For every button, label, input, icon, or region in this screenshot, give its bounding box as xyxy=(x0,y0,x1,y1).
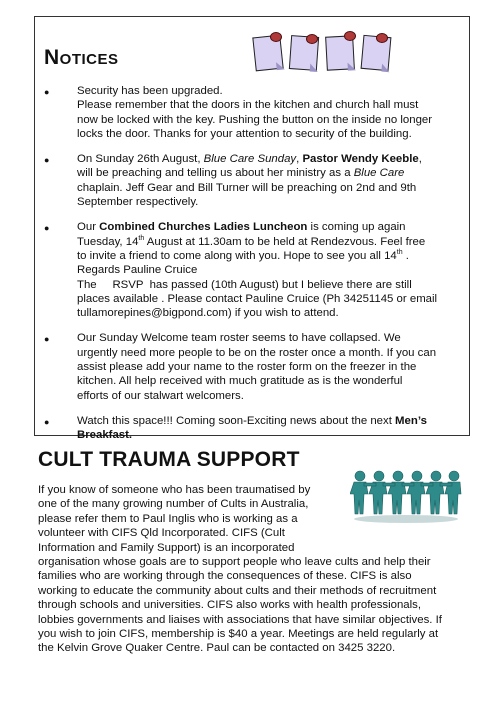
notice-line: to invite a friend to come along with you. Hope to see you all 14th . xyxy=(77,249,409,262)
bullet-icon: ● xyxy=(44,87,50,97)
cult-trauma-support-title: CULT TRAUMA SUPPORT xyxy=(38,448,300,471)
body-line: If you know of someone who has been traumatised by xyxy=(38,484,311,496)
notice-line: Our Sunday Welcome team roster seems to have collapsed. We xyxy=(77,332,401,345)
notice-mens-breakfast xyxy=(42,414,462,443)
notice-line: Breakfast. xyxy=(77,429,133,442)
notice-list xyxy=(42,84,462,454)
pin-icon xyxy=(376,33,388,43)
body-line: one of the many growing number of Cults in Australia, xyxy=(38,498,309,511)
notices-title: Notices xyxy=(44,46,119,69)
pin-icon xyxy=(270,32,282,42)
notice-line: Tuesday, 14th August at 11.30am to be held at Rendezvous. Feel free xyxy=(77,234,426,248)
body-line: the Kelvin Grove Quaker Centre. Paul can be contacted on 3425 3220. xyxy=(38,642,396,655)
notice-line: assist please add your name to the roster form on the freezer in the xyxy=(77,361,417,374)
notice-line: September respectively. xyxy=(77,196,199,209)
body-line: through schools and universities. CIFS also works with health professionals, xyxy=(38,599,422,612)
pin-icon xyxy=(306,34,318,44)
bullet-icon: ● xyxy=(44,223,50,234)
notice-line: Please remember that the doors in the kitchen and church hall must xyxy=(77,99,419,112)
notice-welcome-roster xyxy=(42,331,462,402)
notice-line: urgently need more people to be on the roster once a month. If you can xyxy=(77,346,437,359)
bullet-icon: ● xyxy=(44,155,50,166)
body-line: Information and Family Support) is an incorporated xyxy=(38,541,295,554)
pin-icon xyxy=(344,31,356,41)
notice-security xyxy=(42,84,462,141)
notice-line: On Sunday 26th August, Blue Care Sunday, Pastor Wendy Keeble, xyxy=(77,153,422,166)
notice-line: The RSVP has passed (10th August) but I believe there are still xyxy=(77,278,412,291)
notice-blue-care-sunday xyxy=(42,152,462,209)
notice-line: chaplain. Jeff Gear and Bill Turner will be preaching on 2nd and 9th xyxy=(77,181,417,194)
body-line: lobbies governments and liaises with associations that have similar objectives. If xyxy=(38,613,442,626)
body-line: please refer them to Paul Inglis who is working as a xyxy=(38,512,298,525)
pinned-notes-illustration xyxy=(248,30,398,78)
body-line: families who are working through the consequences of these. CIFS is also xyxy=(38,570,412,583)
bullet-icon: ● xyxy=(44,416,50,427)
cult-trauma-support-body xyxy=(38,483,462,656)
notice-line: locks the door. Thanks for your attention to security of the building. xyxy=(77,127,412,140)
notice-ladies-luncheon xyxy=(42,220,462,320)
notice-line: Our Combined Churches Ladies Luncheon is coming up again xyxy=(77,221,406,234)
bullet-icon: ● xyxy=(44,334,50,345)
body-line: organisation whose goals are to support people who leave cults and help their xyxy=(38,556,431,569)
body-line: you wish to join CIFS, membership is $40 a year. Meetings are held regularly at xyxy=(38,628,439,641)
notice-line: efforts of our stalwart welcomers. xyxy=(77,389,244,402)
notice-line: Watch this space!!! Coming soon-Exciting news about the next Men’s xyxy=(77,414,427,427)
notice-line: Regards Pauline Cruice xyxy=(77,264,198,277)
body-line: volunteer with CIFS Qld Incorporated. CIFS (Cult xyxy=(38,527,285,540)
notice-line: tullamorepines@bigpond.com) if you wish to attend. xyxy=(77,307,339,320)
notice-line: now be locked with the key. Pushing the button on the inside no longer xyxy=(77,113,433,126)
notice-line: will be preaching and telling us about her ministry as a Blue Care xyxy=(77,167,405,180)
body-line: working to educate the community about cults and their methods of recruitment xyxy=(38,584,437,597)
notice-line: places available . Please contact Pauline Cruice (Ph 34251145 or email xyxy=(77,292,438,305)
notice-line: Security has been upgraded. xyxy=(77,85,223,97)
notice-line: kitchen. All help received with much gratitude as is the wonderful xyxy=(77,375,403,388)
